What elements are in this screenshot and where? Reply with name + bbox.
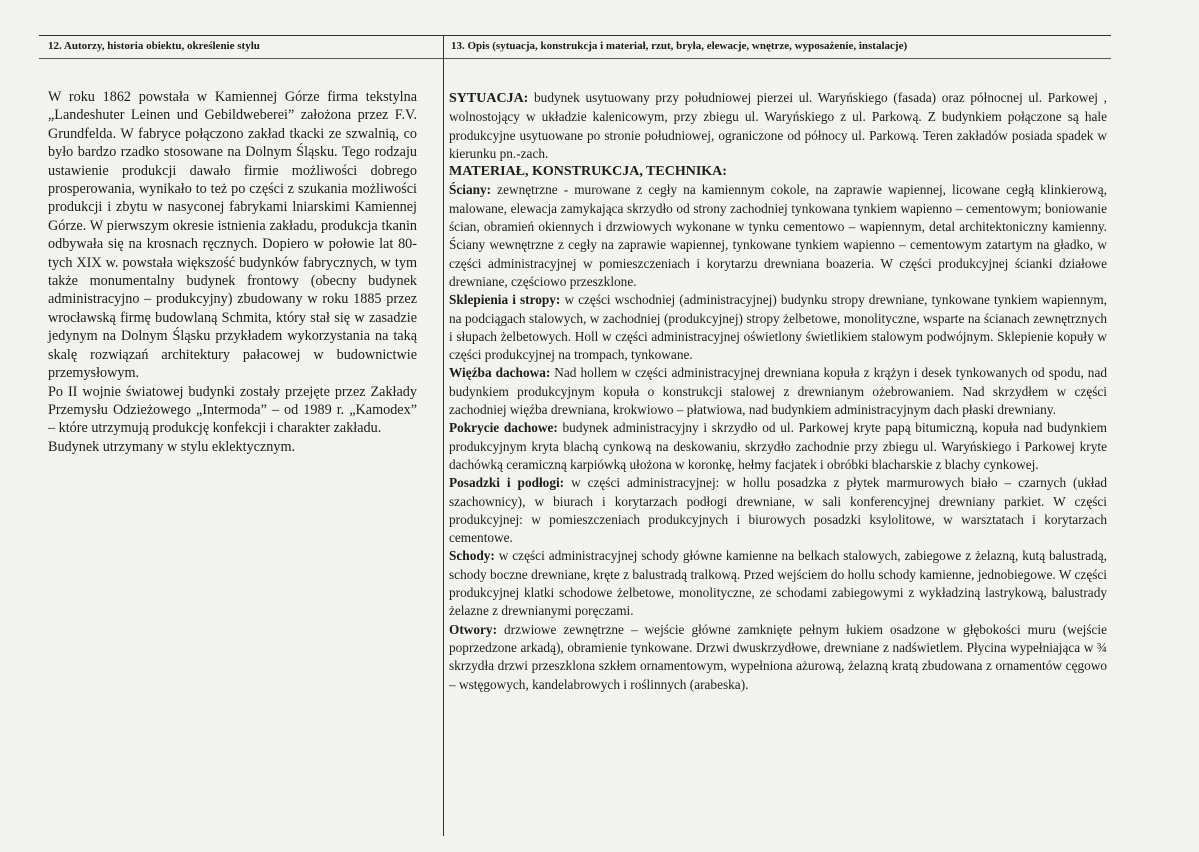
vaults-paragraph [449,291,1107,364]
vaults-label: Sklepienia i stropy: [449,292,561,308]
style-paragraph: Budynek utrzymany w stylu eklektycznym. [48,438,296,455]
walls-paragraph [449,181,1107,291]
header-rule-left [39,58,443,59]
openings-text: drzwiowe zewnętrzne – wejście główne zamknięte pełnym łukiem osadzone w głębokości muru (wejście poprzedzone arkadą), obramienie tynkowane. Drzwi dwuskrzydłowe, drewniane z nadświetlem. Płycina wypełniająca w ¾ skrzydła drzwi przeszklona szkłem ornamentowym, wypełniona ażurową, żelazną kratą zbudowana z ornamentów cęgowo – wstęgowych, kandelabrowych i roślinnych (arabeska). [449,621,1108,692]
description-column [449,89,1107,694]
material-heading: MATERIAŁ, KONSTRUKCJA, TECHNIKA: [449,164,727,180]
section-12-header: 12. Autorzy, historia obiektu, określenie stylu [48,40,260,52]
header-rule-right [444,58,1111,59]
top-rule [39,35,1111,36]
situation-paragraph [449,89,1107,163]
floors-label: Posadzki i podłogi: [449,475,565,491]
situation-label: SYTUACJA: [449,91,529,106]
stairs-label: Schody: [449,548,495,564]
roofing-paragraph [449,419,1107,474]
situation-text: budynek usytuowany przy południowej pierzei ul. Waryńskiego (fasada) oraz północnej ul. Parkowej , wolnostojący w układzie kalenicowym, przy zbiegu ul. Waryńskiego z ul. Parkową. Z budynkiem połączone są hale produkcyjne usytuowane po stronie południowej, ograniczone od północy ul. Parkową. Teren zakładów posiada spadek w kierunku pn.-zach. [449,90,1107,161]
postwar-paragraph: Po II wojnie światowej budynki zostały przejęte przez Zakłady Przemysłu Odzieżowego „Intermoda” – od 1989 r. „Kamodex” – które utrzymują produkcję konfekcji i charakter zakładu. [48,383,417,437]
openings-label: Otwory: [449,621,497,637]
openings-paragraph [449,621,1107,694]
walls-text: zewnętrzne - murowane z cegły na kamiennym cokole, na zaprawie wapiennej, licowane cegłą klinkierową, malowane, elewacja zamykająca skrzydło od strony zachodniej tynkowana tynkiem wapienno – cementowym; boniowanie ścian, obramień okiennych i drzwiowych wykonane w tynku cementowo – wapiennym, detal architektoniczny kamienny. Ściany wewnętrzne z cegły na zaprawie wapiennej, tynkowane tynkiem wapienno – cementowym zatartym na gładko, w części administracyjnej w pomieszczeniach i korytarzu drewniana boazeria. W części produkcyjnej ścianki działowe drewniane, częściowo przeszklone. [449,182,1107,289]
roof-frame-label: Więźba dachowa: [449,365,551,381]
floors-paragraph [449,474,1107,547]
vaults-text: w części wschodniej (administracyjnej) budynku stropy drewniane, tynkowane tynkiem wapiennym, na podciągach stalowych, w zachodniej (produkcyjnej) stropy żelbetowe, monolityczne, wsparte na ścianach zewnętrznych i słupach żelbetowych. Holl w części administracyjnej oświetlony świetlikiem stalowym podwójnym. Sklepienie kopuły w części produkcyjnej na trompach, tynkowane. [449,292,1108,363]
stairs-text: w części administracyjnej schody główne kamienne na belkach stalowych, zabiegowe z żelazną, kutą balustradą, schody boczne drewniane, kręte z balustradą tralkową. Przed wejściem do hollu schody kamienne, jednobiegowe. W części produkcyjnej klatki schodowe żelbetowe, monolityczne, ze schodami zabiegowymi z wykładziną lastrykową, balustrady żelazne z drewnianymi poręczami. [449,548,1107,619]
walls-label: Ściany: [449,182,492,198]
section-13-header: 13. Opis (sytuacja, konstrukcja i materiał, rzut, bryła, elewacje, wnętrze, wyposażenie, instalacje) [451,40,908,52]
column-divider [443,36,444,836]
floors-text: w części administracyjnej: w hollu posadzka z płytek marmurowych biało – czarnych (układ szachownicy), w biurach i korytarzach podłogi drewniane, w sali konferencyjnej drewniany parkiet. W części produkcyjnej: w pomieszczeniach produkcyjnych i biurowych posadzki ksylolitowe, w warsztatach i korytarzach cementowe. [449,475,1108,546]
stairs-paragraph [449,547,1107,620]
history-paragraph: W roku 1862 powstała w Kamiennej Górze firma tekstylna „Landeshuter Leinen und Gebildweberei” założona przez F.V. Grundfelda. W fabryce połączono zakład tkacki ze szwalnią, co było bardzo rzadko stosowane na Dolnym Śląsku. Tego rodzaju ustawienie produkcji dawało firmie możliwości dobrego prosperowania, wynikało to też po części z szukania możliwości produkcji i zbytu w nasyconej fabrykami lniarskimi Kamiennej Górze. W pierwszym okresie istnienia zakładu, produkcja tkanin odbywała się na krosnach ręcznych. Dopiero w połowie lat 80-tych XIX w. powstała większość budynków fabrycznych, w tym także monumentalny budynek frontowy (obecny budynek administracyjno – produkcyjny) zbudowany w roku 1885 przez wrocławską firmę budowlaną Schmita, który stał się w zasadzie jedynym na Dolnym Śląsku przykładem wykorzystania na taką skalę rozwiązań architektury pałacowej w budownictwie przemysłowym. [48,89,417,382]
roofing-label: Pokrycie dachowe: [449,420,558,436]
roof-frame-paragraph [449,364,1107,419]
history-column [48,88,417,456]
roofing-text: budynek administracyjny i skrzydło od ul. Parkowej kryte papą bitumiczną, kopuła nad budynkiem produkcyjnym kryta blachą cynkową na deskowaniu, skrzydło zachodnie przy zbiegu ul. Waryńskiego i Parkowej kryte dachówką ceramiczną karpiówką ułożona w koronkę, hełmy facjatek i obróbki blacharskie z blachy cynkowej. [449,420,1107,472]
roof-frame-text: Nad hollem w części administracyjnej drewniana kopuła z krążyn i desek tynkowanych od spodu, nad budynkiem produkcyjnym kopuła o konstrukcji stalowej z drewnianym ożebrowaniem. Nad skrzydłem w części zachodniej więźba drewniana, krokwiowo – płatwiowa, nad budynkiem administracyjnym dach płaski drewniany. [449,365,1107,418]
